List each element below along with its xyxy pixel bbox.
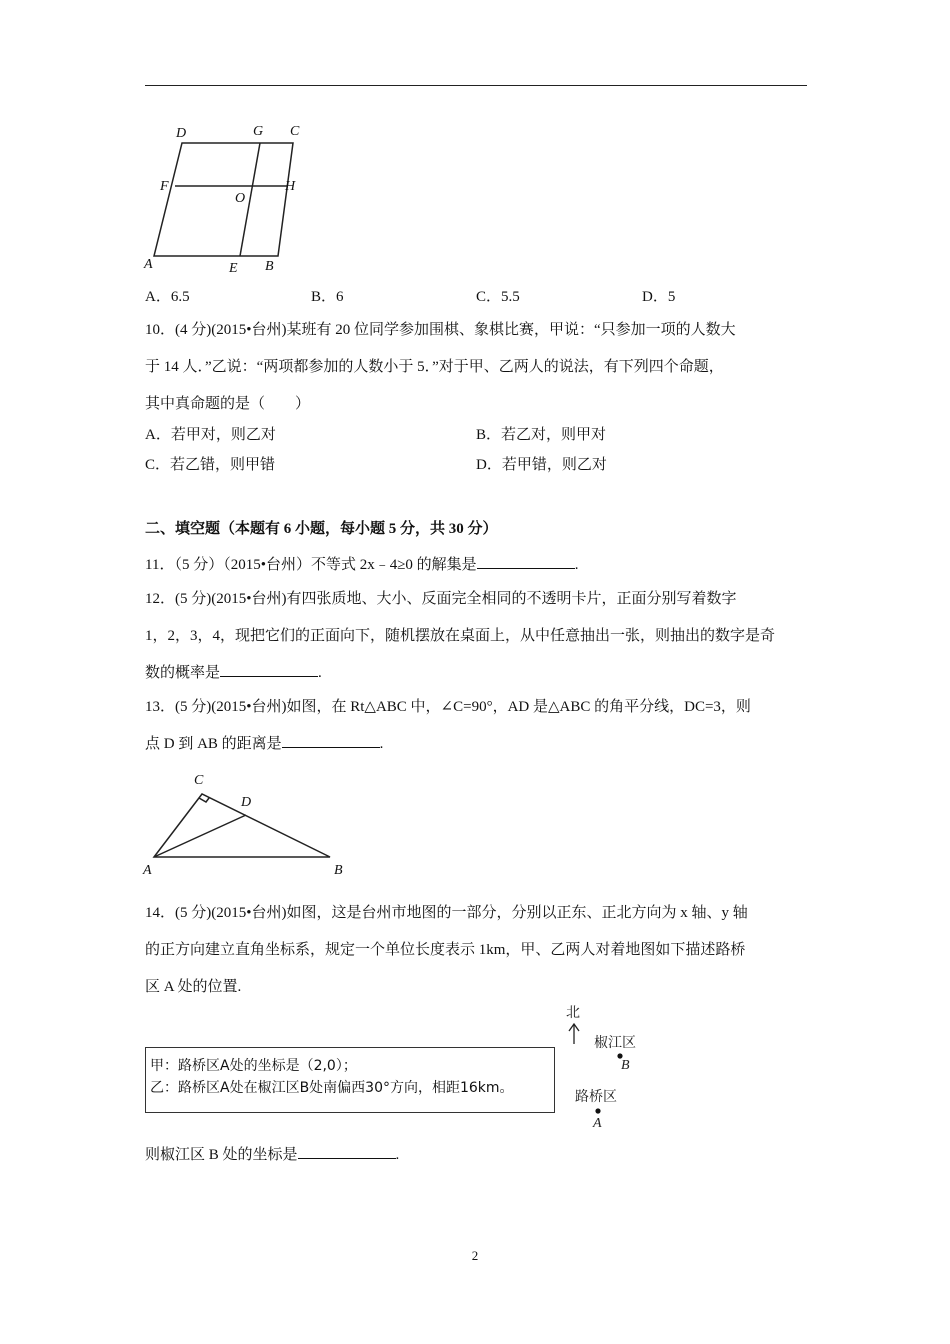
q14-line-1: 14．(5 分)(2015•台州)如图，这是台州市地图的一部分，分别以正东、正北方向为 x 轴、y 轴 xyxy=(145,905,748,921)
q10-option-a: A．若甲对，则乙对 xyxy=(145,427,276,443)
page-number: 2 xyxy=(471,1248,479,1263)
q9-option-d: D．5 xyxy=(642,289,676,305)
label-h: H xyxy=(285,179,296,194)
q9-option-c: C．5.5 xyxy=(476,289,520,305)
label-f: F xyxy=(160,179,169,194)
label-b: B xyxy=(334,863,343,878)
label-c: C xyxy=(194,773,204,788)
q12-end: . xyxy=(318,665,322,681)
triangle-figure xyxy=(140,768,360,880)
q11-text: 11．（5 分）（2015•台州）不等式 2x﹣4≥0 的解集是 xyxy=(145,557,477,573)
q10-option-c: C．若乙错，则甲错 xyxy=(145,457,276,473)
bisector-ad xyxy=(154,815,246,857)
q13-end: . xyxy=(379,736,384,752)
parallelogram-figure xyxy=(140,118,320,278)
q10-line-3: 其中真命题的是（ ） xyxy=(145,396,311,412)
point-a-dot xyxy=(595,1108,600,1113)
q10-line-1: 10．(4 分)(2015•台州)某班有 20 位同学参加围棋、象棋比赛，甲说：“只参加一项的人数大 xyxy=(145,322,736,338)
q10-line-2: 于 14 人．”乙说：“两项都参加的人数小于 5．”对于甲、乙两人的说法，有下列四个命题， xyxy=(145,359,724,375)
q14-line-2: 的正方向建立直角坐标系，规定一个单位长度表示 1km，甲、乙两人对着地图如下描述路桥 xyxy=(145,942,746,958)
section-title: 二、填空题（本题有 6 小题，每小题 5 分，共 30 分） xyxy=(145,521,498,537)
q12-answer-blank[interactable] xyxy=(220,662,318,677)
label-a: A xyxy=(143,863,152,878)
statement-jia: 甲：路桥区A处的坐标是（2,0）； xyxy=(150,1058,357,1074)
point-b-label: B xyxy=(621,1058,630,1073)
parallelogram-abcd xyxy=(154,143,293,256)
q12-line-2: 1，2，3，4，现把它们的正面向下，随机摆放在桌面上，从中任意抽出一张，则抽出的数字是奇 xyxy=(145,628,776,644)
q14-line-3: 区 A 处的位置. xyxy=(145,979,242,995)
q14-answer-blank[interactable] xyxy=(298,1144,396,1159)
q13-text: 点 D 到 AB 的距离是 xyxy=(145,736,282,752)
label-e: E xyxy=(229,261,238,276)
right-angle-mark xyxy=(199,798,209,802)
header-rule xyxy=(145,85,807,86)
q12-text: 数的概率是 xyxy=(145,665,221,681)
q13-line-2 xyxy=(145,732,383,753)
q9-option-b: B．6 xyxy=(311,289,344,305)
north-label: 北 xyxy=(566,1005,580,1021)
jiaojiang-label: 椒江区 xyxy=(594,1035,636,1051)
q14-answer-line xyxy=(145,1143,399,1164)
q10-option-b: B．若乙对，则甲对 xyxy=(476,427,607,443)
q11 xyxy=(145,553,578,574)
luqiao-label: 路桥区 xyxy=(575,1089,617,1105)
label-g: G xyxy=(253,124,264,139)
point-a-label: A xyxy=(593,1116,602,1131)
q11-end: . xyxy=(574,557,579,573)
q12-line-1: 12．(5 分)(2015•台州)有四张质地、大小、反面完全相同的不透明卡片，正面分别写着数字 xyxy=(145,591,737,607)
q11-answer-blank[interactable] xyxy=(477,554,575,569)
map-figure xyxy=(560,1000,660,1135)
statement-box xyxy=(145,1047,555,1113)
label-c: C xyxy=(290,124,300,139)
q9-option-a: A．6.5 xyxy=(145,289,190,305)
q13-line-1: 13．(5 分)(2015•台州)如图，在 Rt△ABC 中，∠C=90°，AD 是△ABC 的角平分线，DC=3，则 xyxy=(145,699,751,715)
q14-end: . xyxy=(395,1147,400,1163)
label-b: B xyxy=(265,259,274,274)
label-o: O xyxy=(235,191,246,206)
q14-answer-text: 则椒江区 B 处的坐标是 xyxy=(145,1147,298,1163)
statement-yi: 乙：路桥区A处在椒江区B处南偏西30°方向，相距16km。 xyxy=(150,1080,514,1096)
label-a: A xyxy=(144,257,153,272)
q13-answer-blank[interactable] xyxy=(282,733,380,748)
q10-option-d: D．若甲错，则乙对 xyxy=(476,457,607,473)
q12-line-3 xyxy=(145,661,322,682)
label-d: D xyxy=(241,795,252,810)
label-d: D xyxy=(176,126,187,141)
north-arrow-icon xyxy=(569,1024,579,1044)
